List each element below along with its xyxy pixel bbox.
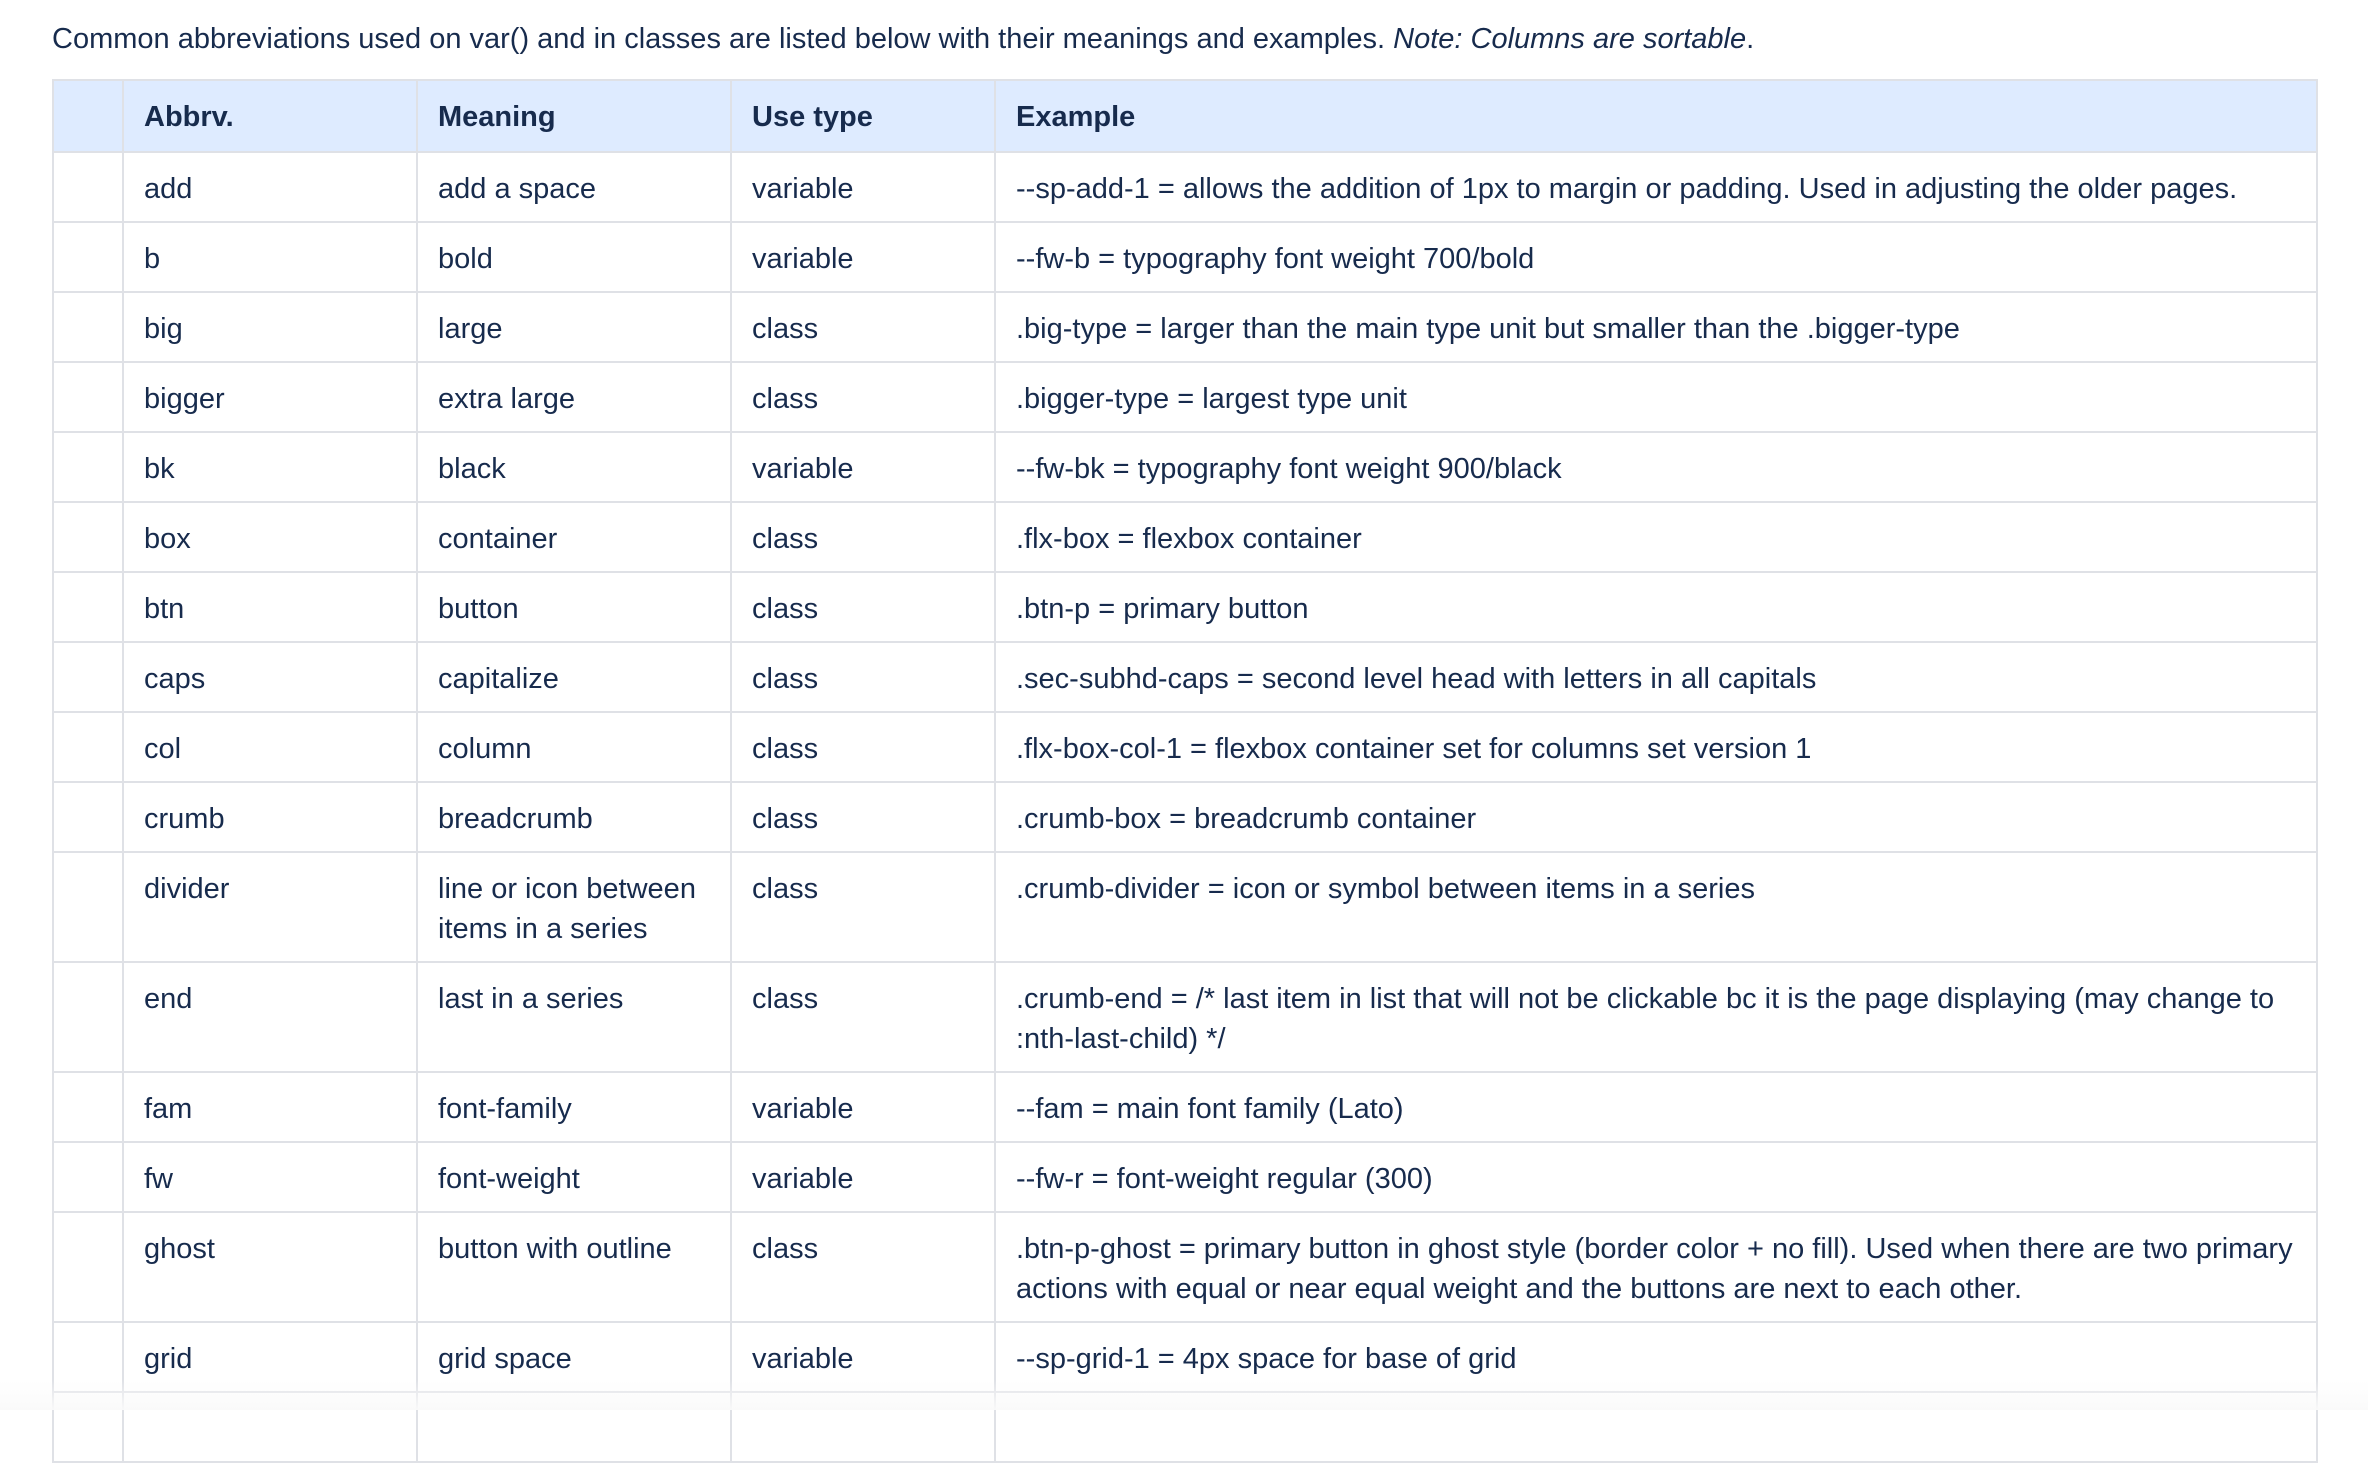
example-cell: .crumb-divider = icon or symbol between items in a series: [995, 852, 2317, 962]
abbrv-cell: b: [123, 222, 417, 292]
row-number-cell: [53, 852, 123, 962]
intro-text: Common abbreviations used on var() and in classes are listed below with their meanings and examples.: [52, 23, 1394, 55]
abbrv-cell: crumb: [123, 782, 417, 852]
table-row: [53, 572, 2317, 642]
use-type-cell: [731, 1392, 995, 1462]
use-type-cell: variable: [731, 152, 995, 222]
meaning-cell: font-family: [417, 1072, 731, 1142]
table-row: [53, 712, 2317, 782]
example-cell: .flx-box = flexbox container: [995, 502, 2317, 572]
row-number-cell: [53, 642, 123, 712]
table-row: [53, 502, 2317, 572]
meaning-cell: grid space: [417, 1322, 731, 1392]
meaning-cell: bold: [417, 222, 731, 292]
table-row: [53, 222, 2317, 292]
use-type-cell: class: [731, 962, 995, 1072]
abbrv-cell: grid: [123, 1322, 417, 1392]
row-number-cell: [53, 1322, 123, 1392]
use-type-cell: class: [731, 712, 995, 782]
example-cell: .crumb-end = /* last item in list that will not be clickable bc it is the page displaying (may change to :nth-last-child) */: [995, 962, 2317, 1072]
table-row: [53, 1212, 2317, 1322]
row-number-cell: [53, 572, 123, 642]
row-number-cell: [53, 502, 123, 572]
intro-paragraph: [52, 18, 1754, 60]
row-number-cell: [53, 432, 123, 502]
table-row: [53, 782, 2317, 852]
use-type-cell: class: [731, 782, 995, 852]
example-cell: --fw-r = font-weight regular (300): [995, 1142, 2317, 1212]
abbrv-cell: col: [123, 712, 417, 782]
table-header: [53, 80, 2317, 152]
column-header-row-number[interactable]: [53, 80, 123, 152]
use-type-cell: class: [731, 642, 995, 712]
use-type-cell: variable: [731, 432, 995, 502]
meaning-cell: button: [417, 572, 731, 642]
example-cell: .bigger-type = largest type unit: [995, 362, 2317, 432]
table-row: [53, 362, 2317, 432]
row-number-cell: [53, 292, 123, 362]
example-cell: .btn-p-ghost = primary button in ghost style (border color + no fill). Used when there are two primary actions with equal or near equal weight and the buttons are next to each other.: [995, 1212, 2317, 1322]
column-header-meaning[interactable]: Meaning: [417, 80, 731, 152]
table-row: [53, 152, 2317, 222]
meaning-cell: [417, 1392, 731, 1462]
row-number-cell: [53, 1392, 123, 1462]
abbrv-cell: box: [123, 502, 417, 572]
use-type-cell: class: [731, 502, 995, 572]
use-type-cell: class: [731, 1212, 995, 1322]
row-number-cell: [53, 782, 123, 852]
table-row: [53, 1072, 2317, 1142]
meaning-cell: last in a series: [417, 962, 731, 1072]
row-number-cell: [53, 962, 123, 1072]
table-row: [53, 642, 2317, 712]
example-cell: --sp-add-1 = allows the addition of 1px to margin or padding. Used in adjusting the older pages.: [995, 152, 2317, 222]
table-row: [53, 292, 2317, 362]
meaning-cell: breadcrumb: [417, 782, 731, 852]
row-number-cell: [53, 222, 123, 292]
column-header-example[interactable]: Example: [995, 80, 2317, 152]
meaning-cell: black: [417, 432, 731, 502]
example-cell: .flx-box-col-1 = flexbox container set for columns set version 1: [995, 712, 2317, 782]
use-type-cell: class: [731, 292, 995, 362]
use-type-cell: class: [731, 852, 995, 962]
row-number-cell: [53, 152, 123, 222]
example-cell: .sec-subhd-caps = second level head with letters in all capitals: [995, 642, 2317, 712]
meaning-cell: font-weight: [417, 1142, 731, 1212]
use-type-cell: variable: [731, 1322, 995, 1392]
row-number-cell: [53, 1142, 123, 1212]
meaning-cell: container: [417, 502, 731, 572]
meaning-cell: large: [417, 292, 731, 362]
meaning-cell: add a space: [417, 152, 731, 222]
abbrv-cell: end: [123, 962, 417, 1072]
row-number-cell: [53, 712, 123, 782]
example-cell: .big-type = larger than the main type unit but smaller than the .bigger-type: [995, 292, 2317, 362]
table-row: [53, 432, 2317, 502]
abbreviations-table: [52, 79, 2318, 1463]
intro-note: Note: Columns are sortable: [1393, 23, 1747, 55]
abbrv-cell: caps: [123, 642, 417, 712]
abbrv-cell: divider: [123, 852, 417, 962]
use-type-cell: class: [731, 572, 995, 642]
abbrv-cell: ghost: [123, 1212, 417, 1322]
example-cell: .crumb-box = breadcrumb container: [995, 782, 2317, 852]
example-cell: .btn-p = primary button: [995, 572, 2317, 642]
abbrv-cell: fam: [123, 1072, 417, 1142]
meaning-cell: button with outline: [417, 1212, 731, 1322]
row-number-cell: [53, 1072, 123, 1142]
intro-end: .: [1746, 23, 1755, 55]
row-number-cell: [53, 362, 123, 432]
column-header-abbrv[interactable]: Abbrv.: [123, 80, 417, 152]
meaning-cell: extra large: [417, 362, 731, 432]
abbrv-cell: fw: [123, 1142, 417, 1212]
abbrv-cell: btn: [123, 572, 417, 642]
meaning-cell: capitalize: [417, 642, 731, 712]
column-header-use-type[interactable]: Use type: [731, 80, 995, 152]
table-body: [53, 152, 2317, 1462]
example-cell: --fam = main font family (Lato): [995, 1072, 2317, 1142]
example-cell: --sp-grid-1 = 4px space for base of grid: [995, 1322, 2317, 1392]
abbrv-cell: add: [123, 152, 417, 222]
example-cell: --fw-b = typography font weight 700/bold: [995, 222, 2317, 292]
row-number-cell: [53, 1212, 123, 1322]
table-row: [53, 962, 2317, 1072]
meaning-cell: column: [417, 712, 731, 782]
example-cell: [995, 1392, 2317, 1462]
example-cell: --fw-bk = typography font weight 900/black: [995, 432, 2317, 502]
meaning-cell: line or icon between items in a series: [417, 852, 731, 962]
abbrv-cell: [123, 1392, 417, 1462]
table-row: [53, 1322, 2317, 1392]
use-type-cell: variable: [731, 1142, 995, 1212]
use-type-cell: variable: [731, 222, 995, 292]
abbrv-cell: bigger: [123, 362, 417, 432]
use-type-cell: variable: [731, 1072, 995, 1142]
table-row: [53, 1392, 2317, 1462]
use-type-cell: class: [731, 362, 995, 432]
table-header-row: [53, 80, 2317, 152]
abbrv-cell: big: [123, 292, 417, 362]
table-row: [53, 1142, 2317, 1212]
table-row: [53, 852, 2317, 962]
abbrv-cell: bk: [123, 432, 417, 502]
